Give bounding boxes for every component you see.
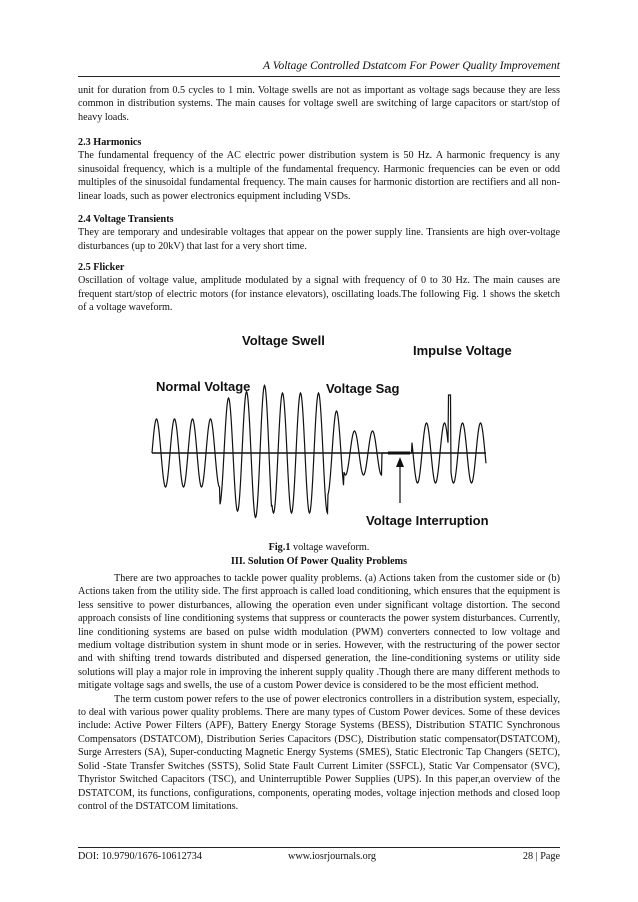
label-voltage-sag: Voltage Sag [326,381,400,396]
page [78,0,560,902]
intro-block [78,84,560,124]
running-header: A Voltage Controlled Dstatcom For Power Quality Improvement [263,60,560,72]
harmonics-paragraph: The fundamental frequency of the AC electric power distribution system is 50 Hz. A harmonic frequency is any sinusoidal frequency, which is a multiple of the fundamental frequency. Harmonic frequencies can be even or odd multiples of the sinusoidal fundamental frequency. The main causes for harmonic distortion are rectifiers and all non-linear loads, such as power electronics equipment including VSDs. [78,150,560,202]
transients-heading: 2.4 Voltage Transients [78,214,174,225]
section3-paragraph-2: The term custom power refers to the use of power electronics controllers in a distribution system, especially, to deal with various power quality problems. There are many types of Custom Power devices. Some of these devices include: Active Power Filters (APF), Battery Energy Storage Systems (BESS), Distribution STATIC Synchronous Compensators (DSTATCOM), Distribution Series Capacitors (DSC), Distribution static compensator(DSTATCOM), Surge Arresters (SA), Super-conducting Magnetic Energy Systems (SMES), Static Electronic Tap Changers (SETC), Solid -State Transfer Switches (SSTS), Solid State Fault Current Limiter (SSFCL), Static Var Compensator (SVC), Thyristor Switched Capacitors (TSC), and Uninterruptible Power Supplies (UPS). In this paper,an overview of the DSTATCOM, its functions, configurations, components, operating modes, voltage injection methods and closed loop control of the DSTATCOM limitations. [78,693,560,812]
voltage-waveform-figure [148,325,512,535]
caption-label: Fig.1 [268,542,291,553]
flicker-heading: 2.5 Flicker [78,262,125,273]
harmonics-section [78,136,560,203]
harmonics-heading: 2.3 Harmonics [78,137,142,148]
figure-caption [78,542,560,553]
section3-paragraph-1: There are two approaches to tackle power quality problems. (a) Actions taken from the customer side or (b) Actions taken from the utility side. The first approach is called load conditioning, which ensures that the equipment is less sensitive to power disturbances, allowing the operation even under significant voltage distortion. The second approach consists of line conditioning systems that suppress or counteracts the power system disturbances. Currently, line conditioning systems are based on pulse width modulation (PWM) converters connected to low voltage and medium voltage distribution system in shunt mode or in series. However, with the restructuring of the power sector and with shifting trend towards distributed and dispersed generation, the line-conditioning systems or utility side solutions will play a major role in improving the inherent supply quality .Though there are many different methods to mitigate voltage sags and swells, the use of a custom Power device is considered to be the most efficient method. [78,573,560,692]
section3-body [78,572,560,813]
transients-paragraph: They are temporary and undesirable voltages that appear on the power supply line. Transients are high over-voltage disturbances (up to 20kV) that last for a very short time. [78,227,560,252]
label-voltage-interruption: Voltage Interruption [366,513,489,528]
intro-paragraph: unit for duration from 0.5 cycles to 1 min. Voltage swells are not as important as voltage sags because they are less common in distribution systems. The main causes for voltage swell are switching of large capacitors or start/stop of heavy loads. [78,85,560,123]
footer-doi: DOI: 10.9790/1676-10612734 [78,851,202,862]
caption-text: voltage waveform. [290,542,370,553]
section3-title: III. Solution Of Power Quality Problems [230,556,408,567]
interruption-arrowhead [396,457,404,467]
footer-page: 28 | Page [522,851,560,862]
label-impulse-voltage: Impulse Voltage [413,343,512,358]
header-rule [78,76,560,77]
footer [78,851,560,865]
transients-section [78,213,560,253]
label-normal-voltage: Normal Voltage [156,379,251,394]
label-voltage-swell: Voltage Swell [242,333,325,348]
footer-rule [78,847,560,848]
flicker-paragraph: Oscillation of voltage value, amplitude modulated by a signal with frequency of 0 to 30 Hz. The main causes are frequent start/stop of electric motors (for instance elevators), oscillating loads.The following Fig. 1 shows the sketch of a voltage waveform. [78,275,560,314]
waveform-trace [152,385,486,517]
flicker-section [78,261,560,315]
footer-site: www.iosrjournals.org [288,851,377,862]
